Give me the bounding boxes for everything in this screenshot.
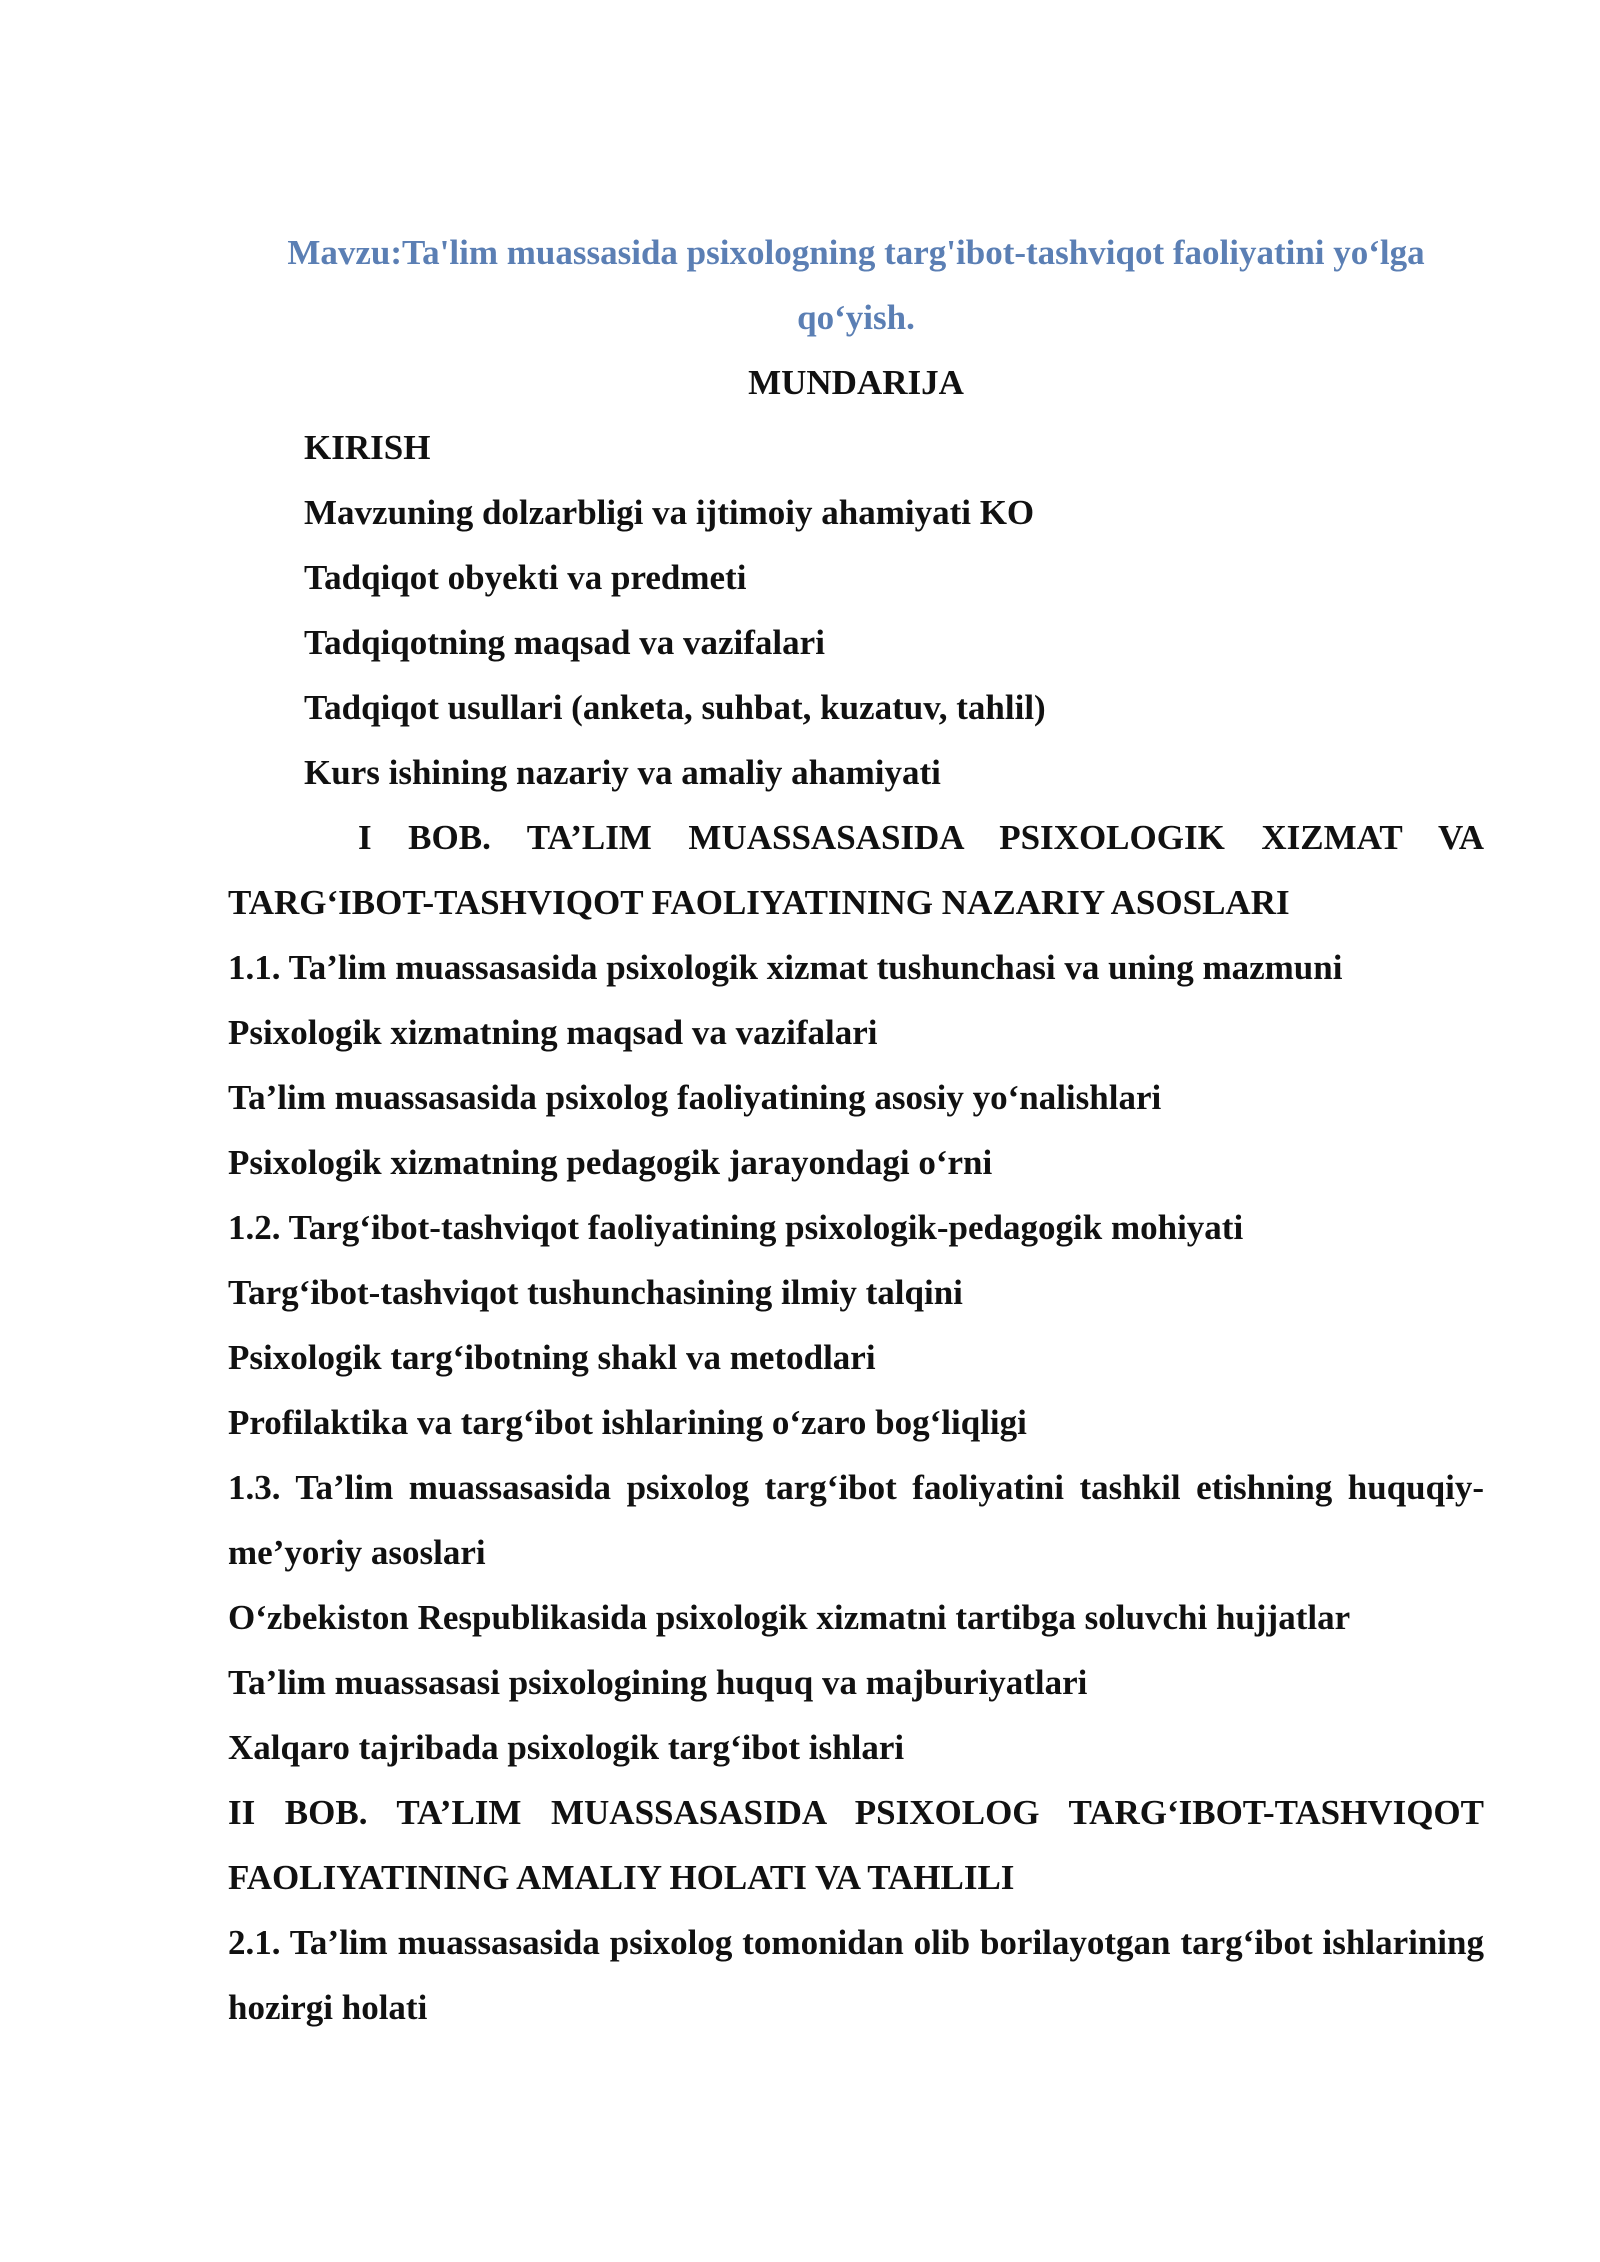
toc-item: Tadqiqot obyekti va predmeti	[304, 558, 747, 597]
toc-section-1-1: 1.1. Ta’lim muassasasida psixologik xizmat tushunchasi va uning mazmuni	[228, 948, 1343, 987]
toc-item: Profilaktika va targ‘ibot ishlarining o‘zaro bog‘liqligi	[228, 1403, 1027, 1442]
toc-item: O‘zbekiston Respublikasida psixologik xizmatni tartibga soluvchi hujjatlar	[228, 1598, 1351, 1637]
toc-item: Targ‘ibot-tashviqot tushunchasining ilmiy talqini	[228, 1273, 963, 1312]
chapter1-heading: I BOB. TA’LIM MUASSASASIDA PSIXOLOGIK XIZMAT VA TARG‘IBOT-TASHVIQOT FAOLIYATINING NAZARIY ASOSLARI	[228, 818, 1484, 922]
toc-item: Psixologik xizmatning pedagogik jarayondagi o‘rni	[228, 1143, 993, 1182]
toc-item: Tadqiqot usullari (anketa, suhbat, kuzatuv, tahlil)	[304, 688, 1046, 727]
toc-item: Ta’lim muassasasida psixolog faoliyatining asosiy yo‘nalishlari	[228, 1078, 1162, 1117]
toc-section-1-3: 1.3. Ta’lim muassasasida psixolog targ‘ibot faoliyatini tashkil etishning huquqiy-me’yoriy asoslari	[228, 1468, 1484, 1572]
toc-item: Tadqiqotning maqsad va vazifalari	[304, 623, 825, 662]
toc-heading: MUNDARIJA	[748, 363, 964, 402]
toc-item: Xalqaro tajribada psixologik targ‘ibot ishlari	[228, 1728, 905, 1767]
toc-item: Psixologik xizmatning maqsad va vazifalari	[228, 1013, 878, 1052]
toc-item-kirish: KIRISH	[304, 428, 431, 467]
document-content	[228, 220, 1484, 2040]
document-title: Mavzu:Ta'lim muassasida psixologning targ'ibot-tashviqot faoliyatini yo‘lga qo‘yish.	[287, 233, 1425, 337]
toc-section-1-2: 1.2. Targ‘ibot-tashviqot faoliyatining psixologik-pedagogik mohiyati	[228, 1208, 1244, 1247]
toc-item: Mavzuning dolzarbligi va ijtimoiy ahamiyati KO	[304, 493, 1035, 532]
chapter2-heading: II BOB. TA’LIM MUASSASASIDA PSIXOLOG TARG‘IBOT-TASHVIQOT FAOLIYATINING AMALIY HOLATI VA TAHLILI	[228, 1793, 1484, 1897]
toc-item: Ta’lim muassasasi psixologining huquq va majburiyatlari	[228, 1663, 1088, 1702]
toc-section-2-1: 2.1. Ta’lim muassasasida psixolog tomonidan olib borilayotgan targ‘ibot ishlarining hozirgi holati	[228, 1923, 1484, 2027]
toc-item: Kurs ishining nazariy va amaliy ahamiyati	[304, 753, 941, 792]
toc-item: Psixologik targ‘ibotning shakl va metodlari	[228, 1338, 876, 1377]
